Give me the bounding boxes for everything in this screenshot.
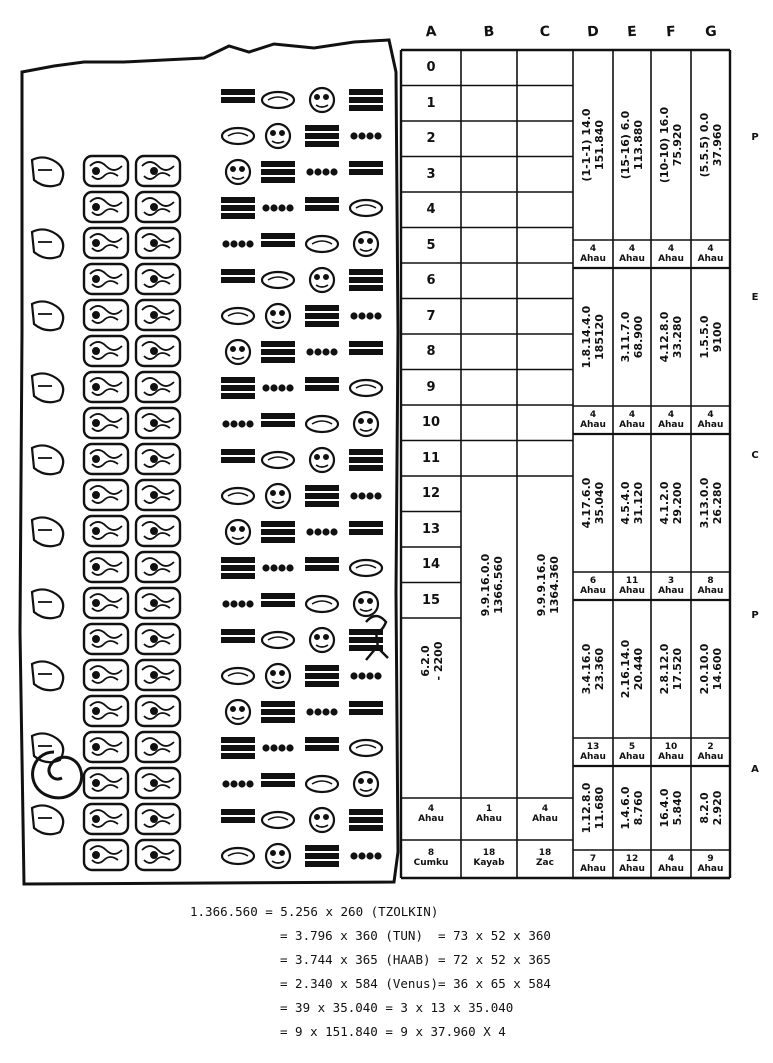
maya-glyph-icon bbox=[32, 301, 63, 330]
ahau-number: 3 bbox=[667, 576, 675, 586]
month-date-cell bbox=[517, 848, 573, 868]
maya-glyph-icon bbox=[32, 589, 63, 618]
maya-numeral-icon bbox=[306, 198, 338, 210]
maya-glyph-icon bbox=[84, 696, 128, 726]
ahau-label: Ahau bbox=[580, 586, 606, 596]
ahau-label: Ahau bbox=[658, 752, 684, 762]
ahau-number: 1 bbox=[485, 804, 493, 814]
row-number: 15 bbox=[421, 592, 441, 608]
maya-numeral-icon bbox=[306, 846, 338, 866]
row-number: 7 bbox=[426, 308, 436, 324]
ahau-date-cell bbox=[461, 804, 517, 824]
maya-glyph-icon bbox=[136, 804, 180, 834]
maya-glyph-icon bbox=[136, 516, 180, 546]
maya-numeral-icon bbox=[306, 306, 338, 326]
maya-glyph-icon bbox=[84, 264, 128, 294]
equation-line: = 3.796 x 360 (TUN) = 73 x 52 x 360 bbox=[280, 928, 551, 943]
block-value: 1.12.8.0 11.680 bbox=[580, 782, 606, 834]
maya-numeral-icon bbox=[222, 488, 254, 504]
ahau-label: Ahau bbox=[697, 864, 724, 874]
month-label: Cumku bbox=[413, 858, 449, 868]
month-label: Zac bbox=[536, 858, 554, 868]
ahau-number: 4 bbox=[707, 410, 714, 420]
maya-numeral-icon bbox=[266, 844, 290, 868]
maya-numeral-icon bbox=[222, 450, 254, 462]
maya-numeral-icon bbox=[354, 232, 378, 256]
maya-numeral-icon bbox=[263, 385, 292, 390]
ahau-date-cell bbox=[691, 244, 730, 264]
ahau-number: 4 bbox=[667, 244, 675, 254]
maya-glyph-icon bbox=[84, 336, 128, 366]
maya-numeral-icon bbox=[310, 268, 334, 292]
maya-numeral-icon bbox=[266, 304, 290, 328]
maya-glyph-icon bbox=[136, 408, 180, 438]
maya-numeral-icon bbox=[222, 308, 254, 324]
ahau-label: Ahau bbox=[619, 586, 645, 596]
ahau-label: Ahau bbox=[658, 254, 684, 264]
block-value: 3.11.7.0 68.900 bbox=[619, 311, 645, 363]
maya-numeral-icon bbox=[226, 700, 250, 724]
ahau-date-cell bbox=[573, 854, 613, 874]
ahau-number: 4 bbox=[541, 804, 549, 814]
maya-glyph-icon bbox=[136, 552, 180, 582]
ahau-number: 4 bbox=[667, 854, 675, 864]
maya-numeral-icon bbox=[306, 776, 338, 792]
ahau-label: Ahau bbox=[658, 420, 684, 430]
maya-numeral-icon bbox=[310, 448, 334, 472]
codex-glyph-page bbox=[14, 32, 406, 890]
month-number: 18 bbox=[482, 848, 496, 858]
maya-glyph-icon bbox=[32, 661, 63, 690]
ahau-number: 4 bbox=[667, 410, 675, 420]
column-letter: A bbox=[425, 23, 437, 41]
maya-numeral-icon bbox=[262, 774, 294, 786]
block-value: (1-1-1) 14.0 151.840 bbox=[580, 108, 606, 182]
column-letter: E bbox=[626, 23, 638, 41]
maya-numeral-icon bbox=[222, 378, 254, 398]
block-value: 4.17.6.0 35.040 bbox=[580, 477, 606, 529]
ahau-number: 4 bbox=[589, 244, 597, 254]
ahau-label: Ahau bbox=[619, 420, 645, 430]
equation-line: 1.366.560 = 5.256 x 260 (TZOLKIN) bbox=[190, 904, 439, 919]
maya-glyph-icon bbox=[32, 805, 63, 834]
maya-numeral-icon bbox=[310, 808, 334, 832]
ahau-date-cell bbox=[401, 804, 461, 824]
maya-numeral-icon bbox=[222, 270, 254, 282]
maya-glyph-icon bbox=[136, 336, 180, 366]
block-value: 4.1.2.0 29.200 bbox=[658, 481, 684, 525]
spiral-glyph-icon bbox=[33, 752, 82, 798]
ahau-date-cell bbox=[651, 576, 691, 596]
maya-numeral-icon bbox=[307, 529, 336, 534]
maya-numeral-icon bbox=[307, 169, 336, 174]
column-letter: D bbox=[586, 23, 600, 41]
block-value: (15-16) 6.0 113.880 bbox=[619, 110, 645, 180]
maya-numeral-icon bbox=[306, 378, 338, 390]
maya-glyph-icon bbox=[136, 192, 180, 222]
maya-numeral-icon bbox=[351, 133, 380, 138]
maya-numeral-icon bbox=[222, 558, 254, 578]
ahau-number: 5 bbox=[628, 742, 636, 752]
maya-glyph-icon bbox=[136, 300, 180, 330]
maya-glyph-icon bbox=[84, 588, 128, 618]
side-letter: P bbox=[751, 132, 759, 143]
row-number: 9 bbox=[426, 379, 436, 395]
row-number: 1 bbox=[426, 95, 436, 111]
maya-glyph-icon bbox=[136, 696, 180, 726]
maya-numeral-icon bbox=[226, 340, 250, 364]
maya-numeral-icon bbox=[263, 565, 292, 570]
maya-numeral-icon bbox=[307, 349, 336, 354]
ahau-date-cell bbox=[651, 854, 691, 874]
ahau-number: 7 bbox=[589, 854, 597, 864]
equation-line: = 9 x 151.840 = 9 x 37.960 X 4 bbox=[280, 1024, 506, 1039]
equation-line: = 39 x 35.040 = 3 x 13 x 35.040 bbox=[280, 1000, 514, 1015]
month-number: 18 bbox=[538, 848, 552, 858]
ahau-number: 4 bbox=[589, 410, 597, 420]
maya-glyph-icon bbox=[84, 300, 128, 330]
ahau-number: 4 bbox=[628, 244, 636, 254]
row-number: 14 bbox=[421, 557, 441, 572]
maya-glyph-icon bbox=[84, 480, 128, 510]
row-number: 5 bbox=[426, 237, 436, 253]
maya-numeral-icon bbox=[350, 740, 382, 756]
ahau-date-cell bbox=[651, 410, 691, 430]
maya-numeral-icon bbox=[262, 162, 294, 182]
maya-glyph-icon bbox=[136, 732, 180, 762]
maya-numeral-icon bbox=[354, 772, 378, 796]
maya-glyph-icon bbox=[136, 660, 180, 690]
maya-numeral-icon bbox=[306, 738, 338, 750]
ahau-label: Ahau bbox=[580, 864, 606, 874]
maya-numeral-icon bbox=[223, 421, 252, 426]
ahau-date-cell bbox=[613, 244, 651, 264]
block-value: 2.16.14.0 20.440 bbox=[619, 639, 645, 699]
maya-numeral-icon bbox=[350, 162, 382, 174]
maya-numeral-icon bbox=[263, 745, 292, 750]
month-label: Kayab bbox=[473, 858, 505, 868]
maya-numeral-icon bbox=[222, 738, 254, 758]
ahau-date-cell bbox=[691, 742, 730, 762]
page-outline bbox=[20, 40, 398, 884]
maya-numeral-icon bbox=[350, 90, 382, 110]
block-value: 4.12.8.0 33.280 bbox=[658, 311, 684, 363]
maya-numeral-icon bbox=[222, 810, 254, 822]
maya-glyph-icon bbox=[136, 372, 180, 402]
dresden-table bbox=[393, 20, 759, 880]
maya-glyph-icon bbox=[136, 840, 180, 870]
ahau-label: Ahau bbox=[619, 254, 645, 264]
glyph-layer bbox=[20, 40, 398, 884]
row-number: 2 bbox=[426, 131, 436, 146]
ahau-label: Ahau bbox=[476, 814, 502, 824]
equation-line: = 3.744 x 365 (HAAB) = 72 x 52 x 365 bbox=[280, 952, 551, 967]
ahau-date-cell bbox=[691, 410, 730, 430]
ahau-date-cell bbox=[613, 576, 651, 596]
maya-glyph-icon bbox=[84, 156, 128, 186]
maya-glyph-icon bbox=[32, 157, 63, 186]
maya-numeral-icon bbox=[263, 205, 292, 210]
maya-numeral-icon bbox=[266, 484, 290, 508]
maya-numeral-icon bbox=[226, 520, 250, 544]
ahau-label: Ahau bbox=[697, 420, 724, 430]
maya-numeral-icon bbox=[351, 313, 380, 318]
row-number: 13 bbox=[421, 521, 441, 537]
ahau-date-cell bbox=[517, 804, 573, 824]
maya-glyph-icon bbox=[136, 480, 180, 510]
maya-glyph-icon bbox=[32, 445, 63, 474]
block-value: 1.8.14.4.0 185120 bbox=[580, 305, 606, 369]
ahau-number: 13 bbox=[586, 742, 600, 752]
ahau-date-cell bbox=[613, 854, 651, 874]
maya-numeral-icon bbox=[262, 812, 294, 828]
ahau-date-cell bbox=[651, 244, 691, 264]
maya-glyph-icon bbox=[136, 768, 180, 798]
block-value: 2.8.12.0 17.520 bbox=[658, 643, 684, 695]
maya-numeral-icon bbox=[306, 486, 338, 506]
ahau-date-cell bbox=[613, 742, 651, 762]
maya-numeral-icon bbox=[351, 673, 380, 678]
column-letter: F bbox=[665, 23, 677, 41]
column-letter: C bbox=[539, 23, 551, 41]
ahau-number: 4 bbox=[707, 244, 714, 254]
row-number: 3 bbox=[426, 166, 436, 182]
maya-numeral-icon bbox=[222, 90, 254, 102]
maya-numeral-icon bbox=[306, 596, 338, 612]
ahau-label: Ahau bbox=[697, 586, 724, 596]
maya-numeral-icon bbox=[350, 270, 382, 290]
ahau-number: 2 bbox=[707, 742, 714, 752]
maya-glyph-icon bbox=[136, 444, 180, 474]
maya-numeral-icon bbox=[310, 88, 334, 112]
ahau-date-cell bbox=[573, 576, 613, 596]
ahau-date-cell bbox=[573, 244, 613, 264]
maya-numeral-icon bbox=[262, 342, 294, 362]
maya-numeral-icon bbox=[350, 702, 382, 714]
maya-numeral-icon bbox=[223, 781, 252, 786]
maya-numeral-icon bbox=[262, 92, 294, 108]
block-value: 16.4.0 5.840 bbox=[658, 788, 684, 828]
block-value: 8.2.0 2.920 bbox=[697, 790, 724, 826]
maya-numeral-icon bbox=[262, 234, 294, 246]
ahau-label: Ahau bbox=[658, 864, 684, 874]
maya-numeral-icon bbox=[223, 601, 252, 606]
month-date-cell bbox=[401, 848, 461, 868]
maya-glyph-icon bbox=[136, 588, 180, 618]
ahau-date-cell bbox=[613, 410, 651, 430]
ahau-label: Ahau bbox=[697, 752, 724, 762]
ahau-label: Ahau bbox=[418, 814, 444, 824]
column-letter: B bbox=[483, 23, 495, 41]
maya-glyph-icon bbox=[32, 373, 63, 402]
ahau-number: 4 bbox=[628, 410, 636, 420]
ahau-number: 6 bbox=[589, 576, 597, 586]
block-value: 2.0.10.0 14.600 bbox=[697, 643, 724, 695]
maya-glyph-icon bbox=[84, 660, 128, 690]
maya-numeral-icon bbox=[226, 160, 250, 184]
block-value: 1.4.6.0 8.760 bbox=[619, 786, 645, 830]
maya-glyph-icon bbox=[84, 840, 128, 870]
maya-glyph-icon bbox=[84, 768, 128, 798]
maya-numeral-icon bbox=[307, 709, 336, 714]
maya-numeral-icon bbox=[350, 522, 382, 534]
maya-numeral-icon bbox=[262, 522, 294, 542]
maya-numeral-icon bbox=[306, 126, 338, 146]
maya-numeral-icon bbox=[222, 668, 254, 684]
ahau-label: Ahau bbox=[619, 864, 645, 874]
row-number: 11 bbox=[421, 450, 441, 466]
maya-numeral-icon bbox=[262, 632, 294, 648]
ahau-date-cell bbox=[691, 854, 730, 874]
block-value: 3.13.0.0 26.280 bbox=[697, 477, 724, 529]
maya-numeral-icon bbox=[266, 124, 290, 148]
ahau-date-cell bbox=[691, 576, 730, 596]
maya-numeral-icon bbox=[351, 493, 380, 498]
block-value: 1.5.5.0 9100 bbox=[697, 315, 724, 359]
maya-glyph-icon bbox=[84, 732, 128, 762]
row-number: 12 bbox=[421, 486, 441, 501]
row-number: 10 bbox=[421, 415, 441, 430]
side-letter: A bbox=[751, 764, 759, 775]
equation-line: = 2.340 x 584 (Venus)= 36 x 65 x 584 bbox=[280, 976, 551, 991]
maya-glyph-icon bbox=[84, 228, 128, 258]
maya-numeral-icon bbox=[306, 416, 338, 432]
maya-glyph-icon bbox=[84, 192, 128, 222]
maya-glyph-icon bbox=[84, 516, 128, 546]
column-b-total-value: 9.9.16.0.0 1366.560 bbox=[479, 553, 505, 616]
column-letter: G bbox=[704, 23, 717, 41]
maya-numeral-icon bbox=[306, 666, 338, 686]
maya-glyph-icon bbox=[84, 408, 128, 438]
row-number: 0 bbox=[426, 60, 436, 75]
ahau-label: Ahau bbox=[580, 420, 606, 430]
maya-glyph-icon bbox=[84, 552, 128, 582]
row-number: 6 bbox=[426, 273, 436, 288]
maya-numeral-icon bbox=[351, 853, 380, 858]
side-letter: P bbox=[751, 610, 759, 621]
maya-numeral-icon bbox=[350, 342, 382, 354]
ahau-label: Ahau bbox=[697, 254, 724, 264]
maya-numeral-icon bbox=[262, 594, 294, 606]
maya-glyph-icon bbox=[32, 517, 63, 546]
ahau-number: 9 bbox=[707, 854, 714, 864]
maya-glyph-icon bbox=[84, 804, 128, 834]
maya-numeral-icon bbox=[350, 380, 382, 396]
block-value: (5.5.5) 0.0 37.960 bbox=[697, 112, 724, 178]
maya-glyph-icon bbox=[136, 624, 180, 654]
maya-numeral-icon bbox=[266, 664, 290, 688]
side-letter: E bbox=[751, 292, 759, 303]
ahau-date-cell bbox=[573, 742, 613, 762]
maya-numeral-icon bbox=[350, 450, 382, 470]
column-a-range-value: 6.2.0 - 2200 bbox=[419, 641, 445, 681]
maya-numeral-icon bbox=[262, 414, 294, 426]
month-number: 8 bbox=[427, 848, 435, 858]
ahau-date-cell bbox=[651, 742, 691, 762]
row-number: 4 bbox=[426, 202, 436, 217]
ahau-date-cell bbox=[573, 410, 613, 430]
ahau-label: Ahau bbox=[580, 254, 606, 264]
maya-numeral-icon bbox=[310, 628, 334, 652]
maya-numeral-icon bbox=[262, 452, 294, 468]
maya-numeral-icon bbox=[262, 702, 294, 722]
row-number: 8 bbox=[426, 344, 436, 359]
maya-glyph-icon bbox=[136, 264, 180, 294]
maya-numeral-icon bbox=[306, 558, 338, 570]
ahau-number: 12 bbox=[625, 854, 639, 864]
ahau-number: 11 bbox=[625, 576, 639, 586]
maya-numeral-icon bbox=[262, 272, 294, 288]
maya-numeral-icon bbox=[350, 560, 382, 576]
maya-numeral-icon bbox=[306, 236, 338, 252]
ahau-label: Ahau bbox=[619, 752, 645, 762]
ahau-number: 8 bbox=[707, 576, 714, 586]
column-c-total-value: 9.9.9.16.0 1364.360 bbox=[535, 553, 561, 616]
ahau-label: Ahau bbox=[532, 814, 558, 824]
month-date-cell bbox=[461, 848, 517, 868]
maya-numeral-icon bbox=[350, 200, 382, 216]
block-value: 3.4.16.0 23.360 bbox=[580, 643, 606, 695]
maya-numeral-icon bbox=[350, 810, 382, 830]
maya-glyph-icon bbox=[32, 229, 63, 258]
maya-numeral-icon bbox=[222, 198, 254, 218]
maya-glyph-icon bbox=[84, 444, 128, 474]
block-value: 4.5.4.0 31.120 bbox=[619, 481, 645, 525]
maya-numeral-icon bbox=[223, 241, 252, 246]
ahau-number: 4 bbox=[427, 804, 435, 814]
maya-numeral-icon bbox=[354, 592, 378, 616]
maya-numeral-icon bbox=[222, 848, 254, 864]
maya-numeral-icon bbox=[222, 128, 254, 144]
maya-glyph-icon bbox=[136, 156, 180, 186]
maya-glyph-icon bbox=[84, 624, 128, 654]
block-value: (10-10) 16.0 75.920 bbox=[658, 106, 684, 184]
ahau-label: Ahau bbox=[580, 752, 606, 762]
side-letter: C bbox=[751, 450, 759, 461]
maya-glyph-icon bbox=[84, 372, 128, 402]
maya-glyph-icon bbox=[136, 228, 180, 258]
maya-numeral-icon bbox=[354, 412, 378, 436]
maya-numeral-icon bbox=[222, 630, 254, 642]
ahau-number: 10 bbox=[664, 742, 678, 752]
ahau-label: Ahau bbox=[658, 586, 684, 596]
